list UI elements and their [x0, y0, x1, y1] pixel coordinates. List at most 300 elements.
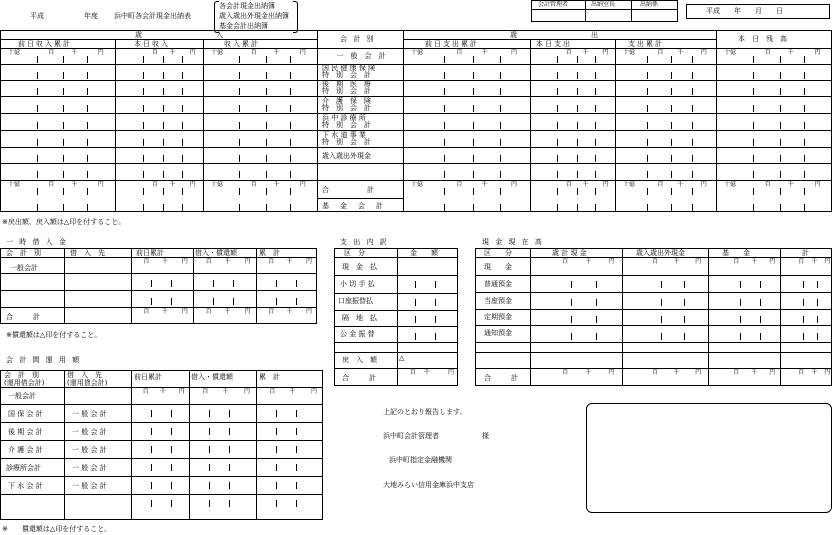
digit-tick [595, 122, 596, 129]
digit-tick [500, 122, 501, 129]
loan-col-cum: 累 計 [259, 249, 280, 257]
digit-tick [163, 171, 164, 178]
digit-tick [577, 188, 578, 195]
fund-col-borrow: 会 計 別 (運用借会計) [4, 371, 45, 387]
digit-tick [444, 88, 445, 95]
revenue-header: 歳 入 [135, 31, 225, 39]
digit-tick [671, 105, 672, 112]
digit-tick [276, 446, 277, 453]
cash-row: 定期預金 [484, 313, 512, 321]
digit-tick [276, 464, 277, 471]
unit-label: 円 [824, 369, 831, 376]
digit-tick [290, 72, 291, 79]
digit-tick [753, 88, 754, 95]
digit-tick [229, 464, 230, 471]
digit-tick [647, 105, 648, 112]
digit-tick [296, 500, 297, 507]
digit-tick [151, 446, 152, 453]
seal-box [586, 403, 832, 513]
fund-row-borrow: 国 保 会 計 [8, 410, 43, 418]
digit-tick [647, 139, 648, 146]
digit-tick [163, 56, 164, 63]
digit-tick [209, 500, 210, 507]
digit-tick [671, 72, 672, 79]
digit-tick [415, 299, 416, 306]
unit-label: 百 [205, 308, 212, 315]
fiscal-year-label: 年度 [84, 12, 98, 20]
report-bank-label: 浜中町指定金融機関 [389, 456, 452, 464]
digit-tick [557, 72, 558, 79]
unit-label: 円 [448, 369, 455, 376]
digit-tick [671, 171, 672, 178]
digit-tick [63, 88, 64, 95]
unit-label: 千 [582, 181, 589, 188]
digit-tick [780, 72, 781, 79]
unit-label: 千 [481, 181, 488, 188]
digit-tick [804, 56, 805, 63]
digit-tick [171, 428, 172, 435]
digit-tick [229, 482, 230, 489]
unit-label: 千 [673, 258, 680, 265]
payment-row: 現 金 払 [342, 263, 377, 271]
digit-tick [500, 72, 501, 79]
digit-tick [415, 281, 416, 288]
digit-tick [266, 155, 267, 162]
digit-tick [692, 88, 693, 95]
unit-label: 十億 [211, 49, 224, 56]
digit-tick [557, 139, 558, 146]
digit-tick [500, 139, 501, 146]
unit-label: 百 [143, 308, 150, 315]
unit-label: 円 [695, 258, 702, 265]
digit-tick [473, 72, 474, 79]
digit-tick [760, 299, 761, 306]
unit-label: 円 [700, 181, 707, 188]
digit-tick [171, 446, 172, 453]
digit-tick [780, 155, 781, 162]
digit-tick [296, 464, 297, 471]
loan-col-lender: 借 入 先 [70, 249, 105, 257]
loan-total: 合 計 [6, 313, 42, 321]
unit-label: 百 [733, 369, 740, 376]
unit-label: 百 [48, 49, 55, 56]
digit-tick [671, 155, 672, 162]
digit-tick [444, 171, 445, 178]
loan-col-repay: 借入・償還額 [195, 249, 237, 257]
digit-tick [500, 88, 501, 95]
unit-label: 千 [224, 258, 231, 265]
digit-tick [595, 204, 596, 211]
fund-col-repay: 借入・償還額 [191, 373, 233, 381]
unit-label: 百 [268, 308, 275, 315]
digit-tick [296, 298, 297, 305]
digit-tick [595, 155, 596, 162]
digit-tick [143, 56, 144, 63]
digit-tick [296, 446, 297, 453]
unit-label: 千 [751, 369, 758, 376]
digit-tick [473, 188, 474, 195]
digit-tick [692, 122, 693, 129]
digit-tick [182, 72, 183, 79]
expenditure-header: 歳 出 [510, 31, 600, 39]
digit-tick [276, 482, 277, 489]
unit-label: 百 [410, 369, 417, 376]
fund-row-borrow: 後 期 会 計 [8, 428, 43, 436]
digit-tick [647, 56, 648, 63]
digit-tick [661, 316, 662, 323]
digit-tick [571, 281, 572, 288]
fund-col-cum: 累 計 [259, 373, 280, 381]
digit-tick [151, 410, 152, 417]
digit-tick [87, 122, 88, 129]
cash-col: 歳 計 現 金 [552, 249, 587, 257]
digit-tick [239, 105, 240, 112]
digit-tick [647, 72, 648, 79]
digit-tick [37, 204, 38, 211]
digit-tick [163, 72, 164, 79]
note-refund: ※戻出額、戻入額は△印を付すること。 [2, 218, 126, 226]
digit-tick [63, 105, 64, 112]
digit-tick [780, 88, 781, 95]
digit-tick [804, 139, 805, 146]
digit-tick [266, 188, 267, 195]
digit-tick [647, 122, 648, 129]
digit-tick [577, 171, 578, 178]
unit-label: 千 [751, 258, 758, 265]
digit-tick [692, 139, 693, 146]
digit-tick [595, 72, 596, 79]
digit-tick [143, 155, 144, 162]
digit-tick [557, 105, 558, 112]
digit-tick [647, 171, 648, 178]
digit-tick [595, 188, 596, 195]
digit-tick [151, 464, 152, 471]
digit-tick [143, 105, 144, 112]
unit-label: 十億 [724, 181, 737, 188]
digit-tick [444, 188, 445, 195]
digit-tick [557, 56, 558, 63]
digit-tick [500, 188, 501, 195]
unit-label: 百 [764, 49, 771, 56]
cash-table [475, 248, 832, 386]
digit-tick [557, 204, 558, 211]
unit-label: 百 [565, 49, 572, 56]
col-cum-revenue: 収入累計 [224, 40, 260, 48]
digit-tick [780, 188, 781, 195]
unit-label: 千 [811, 258, 818, 265]
fund-row-borrow: 一般会計 [8, 392, 36, 400]
unit-label: 十億 [411, 49, 424, 56]
digit-tick [290, 105, 291, 112]
digit-tick [87, 204, 88, 211]
unit-label: 百 [733, 258, 740, 265]
digit-tick [87, 88, 88, 95]
unit-label: 円 [189, 49, 196, 56]
digit-tick [780, 56, 781, 63]
unit-label: 十億 [8, 49, 21, 56]
digit-tick [444, 204, 445, 211]
unit-label: 円 [244, 258, 251, 265]
unit-label: 円 [299, 181, 306, 188]
digit-tick [740, 316, 741, 323]
digit-tick [290, 139, 291, 146]
digit-tick [37, 56, 38, 63]
unit-label: 円 [602, 181, 609, 188]
digit-tick [692, 105, 693, 112]
unit-label: 円 [608, 258, 615, 265]
digit-tick [803, 281, 804, 288]
digit-tick [143, 72, 144, 79]
unit-label: 千 [481, 49, 488, 56]
digit-tick [171, 280, 172, 287]
digit-tick [276, 298, 277, 305]
digit-tick [182, 139, 183, 146]
payment-row: 隔 地 払 [342, 314, 377, 322]
digit-tick [87, 72, 88, 79]
digit-tick [753, 204, 754, 211]
account-general: 一 般 会 計 [336, 52, 386, 60]
digit-tick [473, 56, 474, 63]
digit-tick [290, 188, 291, 195]
cash-col: 区 分 [484, 249, 512, 257]
digit-tick [209, 482, 210, 489]
digit-tick [780, 204, 781, 211]
cash-title: 現 金 現 在 高 [482, 238, 544, 246]
digit-tick [239, 171, 240, 178]
digit-tick [577, 72, 578, 79]
digit-tick [63, 139, 64, 146]
unit-label: 百 [205, 258, 212, 265]
digit-tick [780, 139, 781, 146]
digit-tick [753, 171, 754, 178]
cash-row: 当座預金 [484, 297, 512, 305]
digit-tick [37, 88, 38, 95]
unit-label: 円 [695, 369, 702, 376]
digit-tick [290, 155, 291, 162]
digit-tick [63, 56, 64, 63]
unit-label: 円 [97, 181, 104, 188]
digit-tick [266, 56, 267, 63]
digit-tick [596, 299, 597, 306]
unit-label: 円 [824, 258, 831, 265]
digit-tick [296, 428, 297, 435]
digit-tick [684, 316, 685, 323]
digit-tick [444, 72, 445, 79]
digit-tick [290, 122, 291, 129]
digit-tick [577, 122, 578, 129]
digit-tick [661, 333, 662, 340]
digit-tick [229, 446, 230, 453]
digit-tick [151, 280, 152, 287]
unit-label: 円 [181, 308, 188, 315]
digit-tick [239, 188, 240, 195]
unit-label: 百 [456, 181, 463, 188]
digit-tick [804, 88, 805, 95]
unit-label: 十億 [724, 49, 737, 56]
digit-tick [780, 171, 781, 178]
digit-tick [182, 105, 183, 112]
digit-tick [557, 171, 558, 178]
digit-tick [229, 500, 230, 507]
digit-tick [182, 155, 183, 162]
digit-tick [266, 204, 267, 211]
payment-col-amount: 金 額 [410, 249, 438, 257]
digit-tick [647, 204, 648, 211]
digit-tick [233, 298, 234, 305]
digit-tick [163, 88, 164, 95]
digit-tick [753, 139, 754, 146]
digit-tick [290, 204, 291, 211]
digit-tick [753, 72, 754, 79]
payment-row: 口座振替払 [338, 297, 373, 305]
account-column-header: 会 計 別 [340, 35, 376, 43]
payment-title: 支 出 内 訳 [340, 238, 389, 246]
digit-tick [171, 464, 172, 471]
unit-label: 百 [142, 388, 149, 395]
digit-tick [557, 188, 558, 195]
digit-tick [239, 56, 240, 63]
digit-tick [266, 72, 267, 79]
digit-tick [229, 410, 230, 417]
unit-label: 百 [657, 181, 664, 188]
digit-tick [290, 171, 291, 178]
digit-tick [473, 155, 474, 162]
digit-tick [577, 139, 578, 146]
unit-label: 円 [814, 49, 821, 56]
digit-tick [151, 298, 152, 305]
digit-tick [780, 122, 781, 129]
digit-tick [239, 155, 240, 162]
digit-tick [557, 88, 558, 95]
digit-tick [740, 299, 741, 306]
digit-tick [87, 171, 88, 178]
digit-tick [435, 281, 436, 288]
digit-tick [753, 105, 754, 112]
unit-label: 円 [244, 308, 251, 315]
digit-tick [233, 280, 234, 287]
fund-row-borrow: 診療所会計 [6, 464, 41, 472]
unit-label: 千 [169, 49, 176, 56]
fund-row-lend: 一 般 会 計 [72, 482, 107, 490]
unit-label: 百 [562, 258, 569, 265]
digit-tick [753, 155, 754, 162]
digit-tick [213, 280, 214, 287]
unit-label: 円 [306, 258, 313, 265]
unit-label: 千 [585, 369, 592, 376]
fund-row-lend: 一 般 会 計 [72, 446, 107, 454]
loan-col-account: 会 計 別 [6, 249, 41, 257]
digit-tick [163, 155, 164, 162]
digit-tick [209, 410, 210, 417]
digit-tick [37, 72, 38, 79]
digit-tick [803, 333, 804, 340]
digit-tick [577, 155, 578, 162]
digit-tick [817, 316, 818, 323]
digit-tick [473, 139, 474, 146]
fund-use-title: 会 計 間 運 用 額 [6, 356, 82, 364]
digit-tick [500, 155, 501, 162]
date-label: 平成 年 月 日 [706, 7, 783, 15]
digit-tick [473, 105, 474, 112]
unit-label: 千 [424, 369, 431, 376]
digit-tick [473, 204, 474, 211]
digit-tick [753, 56, 754, 63]
payment-row: 公 金 振 替 [340, 330, 375, 338]
unit-label: 円 [181, 258, 188, 265]
digit-tick [804, 204, 805, 211]
digit-tick [753, 122, 754, 129]
digit-tick [163, 139, 164, 146]
unit-label: 千 [286, 258, 293, 265]
stamp-col-label: 出納室長 [591, 1, 616, 8]
digit-tick [671, 139, 672, 146]
unit-label: 円 [178, 388, 185, 395]
digit-tick [63, 72, 64, 79]
digit-tick [239, 88, 240, 95]
digit-tick [500, 56, 501, 63]
digit-tick [671, 122, 672, 129]
ledger-item: 歳入歳出外現金出納簿 [219, 12, 289, 20]
digit-tick [804, 188, 805, 195]
digit-tick [577, 88, 578, 95]
digit-tick [473, 122, 474, 129]
digit-tick [671, 188, 672, 195]
digit-tick [435, 316, 436, 323]
account-total: 合 計 [322, 186, 376, 194]
digit-tick [143, 188, 144, 195]
digit-tick [595, 56, 596, 63]
digit-tick [571, 299, 572, 306]
digit-tick [435, 333, 436, 340]
unit-label: 千 [169, 181, 176, 188]
unit-label: 十億 [623, 49, 636, 56]
unit-label: 千 [582, 49, 589, 56]
unit-label: 百 [456, 49, 463, 56]
unit-label: 千 [224, 308, 231, 315]
digit-tick [182, 122, 183, 129]
col-today-expense: 本日支出 [536, 40, 572, 48]
digit-tick [276, 428, 277, 435]
col-prev-expense: 前日支出累計 [425, 40, 479, 48]
digit-tick [692, 72, 693, 79]
digit-tick [163, 188, 164, 195]
unit-label: 百 [151, 181, 158, 188]
stamp-col-label: 会計管理者 [538, 1, 569, 8]
digit-tick [143, 204, 144, 211]
digit-tick [209, 446, 210, 453]
unit-label: 百 [657, 49, 664, 56]
digit-tick [213, 298, 214, 305]
digit-tick [163, 122, 164, 129]
unit-label: 百 [269, 388, 276, 395]
digit-tick [817, 281, 818, 288]
col-cum-expense: 支出累計 [628, 40, 664, 48]
account-fund: 基 金 会 計 [322, 202, 385, 210]
digit-tick [266, 105, 267, 112]
digit-tick [171, 410, 172, 417]
digit-tick [571, 333, 572, 340]
report-statement: 上記のとおり報告します。 [383, 408, 467, 416]
unit-label: 百 [652, 258, 659, 265]
digit-tick [151, 500, 152, 507]
digit-tick [296, 410, 297, 417]
digit-tick [266, 139, 267, 146]
unit-label: 千 [273, 181, 280, 188]
digit-tick [577, 105, 578, 112]
unit-label: 千 [787, 181, 794, 188]
digit-tick [817, 333, 818, 340]
cash-col: 計 [802, 249, 809, 257]
